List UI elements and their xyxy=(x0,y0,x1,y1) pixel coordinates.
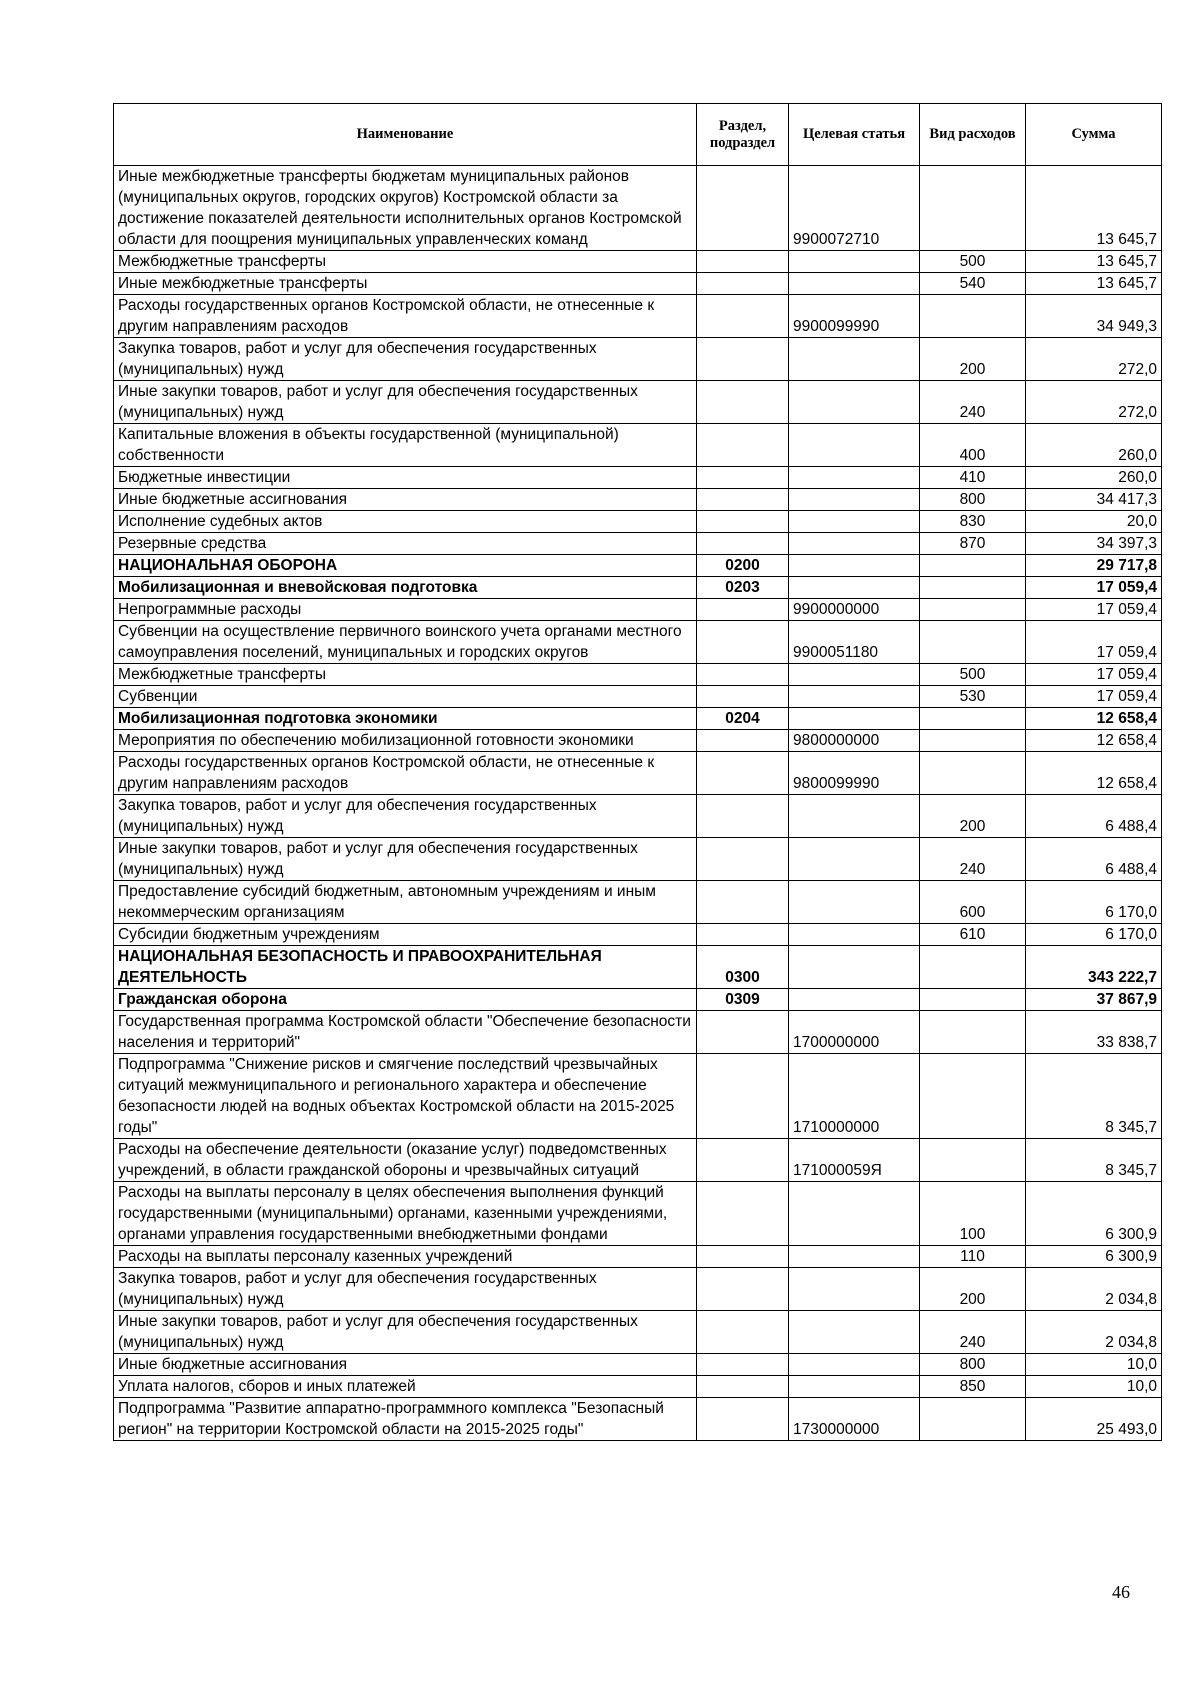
cell-target xyxy=(789,424,920,467)
cell-sum: 272,0 xyxy=(1026,338,1162,381)
cell-sum: 6 488,4 xyxy=(1026,838,1162,881)
cell-name: Закупка товаров, работ и услуг для обеспечения государственных (муниципальных) нужд xyxy=(114,795,697,838)
cell-type: 610 xyxy=(920,924,1026,946)
cell-target xyxy=(789,489,920,511)
cell-type: 800 xyxy=(920,1354,1026,1376)
cell-name: Капитальные вложения в объекты государственной (муниципальной) собственности xyxy=(114,424,697,467)
cell-name: Уплата налогов, сборов и иных платежей xyxy=(114,1376,697,1398)
cell-name: Расходы государственных органов Костромской области, не отнесенные к другим направлениям расходов xyxy=(114,752,697,795)
table-row xyxy=(114,1311,1162,1354)
cell-type xyxy=(920,989,1026,1011)
cell-target xyxy=(789,795,920,838)
cell-target xyxy=(789,1182,920,1246)
section-heading-row xyxy=(114,577,1162,599)
cell-name: Субсидии бюджетным учреждениям xyxy=(114,924,697,946)
cell-section xyxy=(697,1354,789,1376)
cell-section xyxy=(697,533,789,555)
table-row xyxy=(114,1139,1162,1182)
cell-name: Гражданская оборона xyxy=(114,989,697,1011)
cell-name: Бюджетные инвестиции xyxy=(114,467,697,489)
cell-sum: 33 838,7 xyxy=(1026,1011,1162,1054)
cell-name: Субвенции на осуществление первичного воинского учета органами местного самоуправления поселений, муниципальных и городских округов xyxy=(114,621,697,664)
cell-section xyxy=(697,1398,789,1441)
cell-sum: 6 300,9 xyxy=(1026,1246,1162,1268)
cell-target xyxy=(789,881,920,924)
table-row xyxy=(114,795,1162,838)
section-heading-row xyxy=(114,989,1162,1011)
cell-name: Межбюджетные трансферты xyxy=(114,251,697,273)
cell-name: Иные межбюджетные трансферты бюджетам муниципальных районов (муниципальных округов, городских округов) Костромской области за достижение показателей деятельности исполнительных органов Костромской области для поощрения муниципальных управленческих команд xyxy=(114,166,697,251)
cell-type: 830 xyxy=(920,511,1026,533)
section-heading-row xyxy=(114,708,1162,730)
cell-type: 200 xyxy=(920,338,1026,381)
cell-section xyxy=(697,1311,789,1354)
cell-section xyxy=(697,295,789,338)
table-body xyxy=(114,166,1162,1441)
table-row xyxy=(114,1376,1162,1398)
cell-sum: 17 059,4 xyxy=(1026,621,1162,664)
header-type: Вид расходов xyxy=(920,104,1026,166)
table-row xyxy=(114,621,1162,664)
table-row xyxy=(114,511,1162,533)
cell-target: 1730000000 xyxy=(789,1398,920,1441)
cell-sum: 12 658,4 xyxy=(1026,730,1162,752)
cell-name: Резервные средства xyxy=(114,533,697,555)
cell-section xyxy=(697,838,789,881)
cell-section xyxy=(697,1011,789,1054)
cell-target xyxy=(789,664,920,686)
cell-target xyxy=(789,381,920,424)
cell-type: 240 xyxy=(920,1311,1026,1354)
cell-section xyxy=(697,881,789,924)
cell-target xyxy=(789,1246,920,1268)
cell-type xyxy=(920,621,1026,664)
cell-sum: 10,0 xyxy=(1026,1376,1162,1398)
cell-section xyxy=(697,1054,789,1139)
table-row xyxy=(114,1268,1162,1311)
cell-target: 1700000000 xyxy=(789,1011,920,1054)
cell-type xyxy=(920,1054,1026,1139)
cell-section xyxy=(697,752,789,795)
cell-type: 200 xyxy=(920,795,1026,838)
table-row xyxy=(114,1054,1162,1139)
table-row xyxy=(114,924,1162,946)
cell-name: Закупка товаров, работ и услуг для обеспечения государственных (муниципальных) нужд xyxy=(114,1268,697,1311)
cell-section xyxy=(697,621,789,664)
cell-section: 0300 xyxy=(697,946,789,989)
cell-target: 1710000000 xyxy=(789,1054,920,1139)
table-row xyxy=(114,664,1162,686)
table-row xyxy=(114,730,1162,752)
cell-name: Расходы на выплаты персоналу казенных учреждений xyxy=(114,1246,697,1268)
cell-target: 9900072710 xyxy=(789,166,920,251)
cell-name: Расходы на обеспечение деятельности (оказание услуг) подведомственных учреждений, в области гражданской обороны и чрезвычайных ситуаций xyxy=(114,1139,697,1182)
cell-sum: 343 222,7 xyxy=(1026,946,1162,989)
cell-name: Исполнение судебных актов xyxy=(114,511,697,533)
cell-sum: 17 059,4 xyxy=(1026,599,1162,621)
cell-type: 400 xyxy=(920,424,1026,467)
cell-sum: 8 345,7 xyxy=(1026,1139,1162,1182)
cell-name: Иные закупки товаров, работ и услуг для обеспечения государственных (муниципальных) нужд xyxy=(114,1311,697,1354)
cell-sum: 34 949,3 xyxy=(1026,295,1162,338)
cell-target xyxy=(789,273,920,295)
cell-sum: 6 170,0 xyxy=(1026,924,1162,946)
cell-type xyxy=(920,599,1026,621)
cell-type xyxy=(920,1398,1026,1441)
header-section: Раздел, подраздел xyxy=(697,104,789,166)
cell-target: 9900000000 xyxy=(789,599,920,621)
cell-name: Субвенции xyxy=(114,686,697,708)
cell-type xyxy=(920,555,1026,577)
cell-section xyxy=(697,273,789,295)
cell-type: 530 xyxy=(920,686,1026,708)
cell-sum: 272,0 xyxy=(1026,381,1162,424)
table-row xyxy=(114,166,1162,251)
cell-section xyxy=(697,338,789,381)
cell-type: 870 xyxy=(920,533,1026,555)
table-row xyxy=(114,686,1162,708)
cell-type: 410 xyxy=(920,467,1026,489)
cell-type: 200 xyxy=(920,1268,1026,1311)
cell-section xyxy=(697,1268,789,1311)
cell-section xyxy=(697,599,789,621)
cell-type xyxy=(920,295,1026,338)
budget-table xyxy=(113,103,1162,1441)
cell-sum: 34 397,3 xyxy=(1026,533,1162,555)
cell-sum: 29 717,8 xyxy=(1026,555,1162,577)
cell-target xyxy=(789,686,920,708)
cell-section: 0200 xyxy=(697,555,789,577)
cell-name: Подпрограмма "Развитие аппаратно-программного комплекса "Безопасный регион" на территории Костромской области на 2015-2025 годы" xyxy=(114,1398,697,1441)
cell-type: 110 xyxy=(920,1246,1026,1268)
header-target: Целевая статья xyxy=(789,104,920,166)
table-row xyxy=(114,273,1162,295)
cell-target: 9800000000 xyxy=(789,730,920,752)
page-number: 46 xyxy=(1112,1582,1130,1602)
cell-name: Подпрограмма "Снижение рисков и смягчение последствий чрезвычайных ситуаций межмуниципального и регионального характера и обеспечение безопасности людей на водных объектах Костромской области на 2015-2025 годы" xyxy=(114,1054,697,1139)
cell-name: Иные межбюджетные трансферты xyxy=(114,273,697,295)
cell-sum: 12 658,4 xyxy=(1026,708,1162,730)
table-row xyxy=(114,752,1162,795)
cell-sum: 13 645,7 xyxy=(1026,166,1162,251)
cell-section: 0204 xyxy=(697,708,789,730)
cell-type: 600 xyxy=(920,881,1026,924)
cell-sum: 6 170,0 xyxy=(1026,881,1162,924)
section-heading-row xyxy=(114,555,1162,577)
cell-target xyxy=(789,838,920,881)
cell-type: 800 xyxy=(920,489,1026,511)
cell-section xyxy=(697,1376,789,1398)
cell-name: Предоставление субсидий бюджетным, автономным учреждениям и иным некоммерческим организациям xyxy=(114,881,697,924)
table-header-row xyxy=(114,104,1162,166)
cell-section xyxy=(697,166,789,251)
cell-target xyxy=(789,555,920,577)
cell-sum: 10,0 xyxy=(1026,1354,1162,1376)
cell-target xyxy=(789,251,920,273)
cell-type: 540 xyxy=(920,273,1026,295)
cell-target: 9900051180 xyxy=(789,621,920,664)
cell-name: Иные бюджетные ассигнования xyxy=(114,1354,697,1376)
cell-section xyxy=(697,1246,789,1268)
cell-section xyxy=(697,467,789,489)
cell-target xyxy=(789,338,920,381)
cell-target: 9800099990 xyxy=(789,752,920,795)
cell-name: Иные бюджетные ассигнования xyxy=(114,489,697,511)
cell-sum: 13 645,7 xyxy=(1026,251,1162,273)
cell-target xyxy=(789,989,920,1011)
cell-target xyxy=(789,1354,920,1376)
cell-target xyxy=(789,1268,920,1311)
cell-type xyxy=(920,708,1026,730)
cell-name: Расходы на выплаты персоналу в целях обеспечения выполнения функций государственными (муниципальными) органами, казенными учреждениями, органами управления государственными внебюджетными фондами xyxy=(114,1182,697,1246)
cell-name: Мобилизационная подготовка экономики xyxy=(114,708,697,730)
cell-type: 240 xyxy=(920,381,1026,424)
cell-sum: 20,0 xyxy=(1026,511,1162,533)
cell-type xyxy=(920,577,1026,599)
table-row xyxy=(114,489,1162,511)
cell-type: 100 xyxy=(920,1182,1026,1246)
cell-type xyxy=(920,946,1026,989)
header-sum: Сумма xyxy=(1026,104,1162,166)
cell-sum: 25 493,0 xyxy=(1026,1398,1162,1441)
table-row xyxy=(114,599,1162,621)
cell-type xyxy=(920,730,1026,752)
cell-sum: 6 488,4 xyxy=(1026,795,1162,838)
cell-name: Мобилизационная и вневойсковая подготовка xyxy=(114,577,697,599)
cell-section xyxy=(697,1182,789,1246)
cell-type xyxy=(920,1139,1026,1182)
cell-type: 240 xyxy=(920,838,1026,881)
cell-type xyxy=(920,752,1026,795)
cell-name: Иные закупки товаров, работ и услуг для обеспечения государственных (муниципальных) нужд xyxy=(114,838,697,881)
cell-sum: 260,0 xyxy=(1026,424,1162,467)
cell-sum: 2 034,8 xyxy=(1026,1268,1162,1311)
cell-name: Закупка товаров, работ и услуг для обеспечения государственных (муниципальных) нужд xyxy=(114,338,697,381)
cell-sum: 17 059,4 xyxy=(1026,577,1162,599)
cell-section xyxy=(697,795,789,838)
header-name: Наименование xyxy=(114,104,697,166)
table-row xyxy=(114,1011,1162,1054)
table-row xyxy=(114,881,1162,924)
cell-target xyxy=(789,467,920,489)
cell-target: 9900099990 xyxy=(789,295,920,338)
cell-target: 171000059Я xyxy=(789,1139,920,1182)
cell-target xyxy=(789,577,920,599)
table-row xyxy=(114,295,1162,338)
cell-section xyxy=(697,251,789,273)
cell-target xyxy=(789,533,920,555)
cell-section xyxy=(697,424,789,467)
cell-sum: 6 300,9 xyxy=(1026,1182,1162,1246)
cell-sum: 37 867,9 xyxy=(1026,989,1162,1011)
cell-section xyxy=(697,1139,789,1182)
table-row xyxy=(114,1182,1162,1246)
table-row xyxy=(114,467,1162,489)
cell-name: Расходы государственных органов Костромской области, не отнесенные к другим направлениям расходов xyxy=(114,295,697,338)
cell-section xyxy=(697,511,789,533)
table-row xyxy=(114,1398,1162,1441)
section-heading-row xyxy=(114,946,1162,989)
table-row xyxy=(114,838,1162,881)
cell-name: Мероприятия по обеспечению мобилизационной готовности экономики xyxy=(114,730,697,752)
table-row xyxy=(114,1246,1162,1268)
cell-section xyxy=(697,730,789,752)
cell-name: Иные закупки товаров, работ и услуг для обеспечения государственных (муниципальных) нужд xyxy=(114,381,697,424)
cell-sum: 17 059,4 xyxy=(1026,664,1162,686)
cell-sum: 2 034,8 xyxy=(1026,1311,1162,1354)
cell-type: 500 xyxy=(920,664,1026,686)
table-row xyxy=(114,424,1162,467)
cell-section xyxy=(697,489,789,511)
cell-section xyxy=(697,381,789,424)
cell-sum: 12 658,4 xyxy=(1026,752,1162,795)
cell-section xyxy=(697,686,789,708)
cell-type: 500 xyxy=(920,251,1026,273)
cell-name: Непрограммные расходы xyxy=(114,599,697,621)
cell-section xyxy=(697,664,789,686)
cell-section xyxy=(697,924,789,946)
cell-type: 850 xyxy=(920,1376,1026,1398)
cell-target xyxy=(789,708,920,730)
cell-section: 0203 xyxy=(697,577,789,599)
table-row xyxy=(114,251,1162,273)
cell-target xyxy=(789,1311,920,1354)
cell-sum: 8 345,7 xyxy=(1026,1054,1162,1139)
cell-target xyxy=(789,1376,920,1398)
cell-sum: 13 645,7 xyxy=(1026,273,1162,295)
cell-target xyxy=(789,924,920,946)
cell-sum: 34 417,3 xyxy=(1026,489,1162,511)
cell-sum: 17 059,4 xyxy=(1026,686,1162,708)
table-row xyxy=(114,533,1162,555)
cell-target xyxy=(789,946,920,989)
cell-name: НАЦИОНАЛЬНАЯ БЕЗОПАСНОСТЬ И ПРАВООХРАНИТЕЛЬНАЯ ДЕЯТЕЛЬНОСТЬ xyxy=(114,946,697,989)
cell-sum: 260,0 xyxy=(1026,467,1162,489)
table-row xyxy=(114,338,1162,381)
cell-type xyxy=(920,166,1026,251)
cell-section: 0309 xyxy=(697,989,789,1011)
table-row xyxy=(114,381,1162,424)
cell-name: НАЦИОНАЛЬНАЯ ОБОРОНА xyxy=(114,555,697,577)
table-row xyxy=(114,1354,1162,1376)
cell-target xyxy=(789,511,920,533)
cell-type xyxy=(920,1011,1026,1054)
cell-name: Межбюджетные трансферты xyxy=(114,664,697,686)
cell-name: Государственная программа Костромской области "Обеспечение безопасности населения и территорий" xyxy=(114,1011,697,1054)
